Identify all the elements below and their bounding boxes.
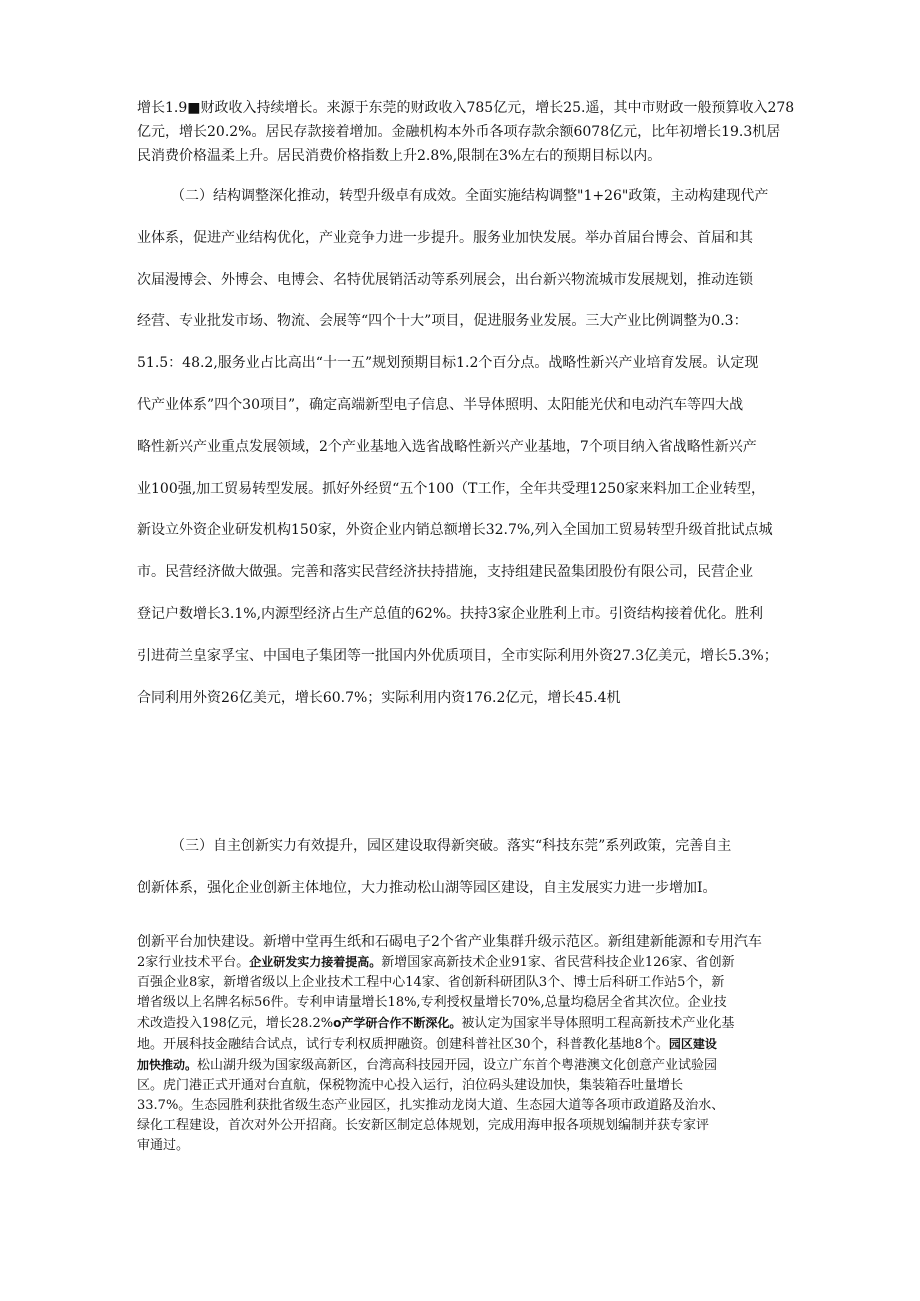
bold-heading: 企业研发实力接着提高。 bbox=[249, 955, 382, 969]
text-line: 增长1.9■财政收入持续增长。来源于东莞的财政收入785亿元，增长25.遥，其中市财政一般预算收入278 bbox=[137, 100, 795, 116]
text-line: 33.7%。生态园胜利获批省级生态产业园区，扎实推动龙岗大道、生态园大道等各项市政道路及治水、 bbox=[137, 1098, 725, 1113]
text-line: 业体系，促进产业结构优化，产业竞争力进一步提升。服务业加快发展。举办首届台博会、首届和其 bbox=[137, 229, 753, 246]
text-line: 地。开展科技金融结合试点，试行专利权质押融资。创建科普社区30个，科普教化基地8个。园区建设 bbox=[137, 1037, 717, 1052]
text-line: 引进荷兰皇家孚宝、中国电子集团等一批国内外优质项目，全市实际利用外资27.3亿美元，增长5.3%； bbox=[137, 647, 778, 664]
text-line: 略性新兴产业重点发展领域，2个产业基地入选省战略性新兴产业基地，7个项目纳入省战略性新兴产 bbox=[137, 438, 757, 455]
text-line: 术改造投入198亿元，增长28.2%o产学研合作不断深化。被认定为国家半导体照明工程高新技术产业化基 bbox=[137, 1016, 735, 1031]
text-line: 创新平台加快建设。新增中堂再生纸和石碣电子2个省产业集群升级示范区。新组建新能源和专用汽车 bbox=[137, 934, 762, 950]
paragraph-finance bbox=[137, 96, 795, 168]
text-line: 次届漫博会、外博会、电博会、名特优展销活动等系列展会，出台新兴物流城市发展规划，推动连锁 bbox=[137, 271, 753, 288]
text-line: 合同利用外资26亿美元，增长60.7%；实际利用内资176.2亿元，增长45.4机 bbox=[137, 689, 621, 706]
text-line: 登记户数增长3.1%,内源型经济占生产总值的62%。扶持3家企业胜利上市。引资结构接着优化。胜利 bbox=[137, 605, 764, 622]
text-line: 民消费价格温柔上升。居民消费价格指数上升2.8%,限制在3%左右的预期目标以内。 bbox=[137, 148, 662, 164]
bold-heading: 加快推动。 bbox=[137, 1058, 198, 1072]
paragraph-innovation-platform bbox=[137, 932, 787, 1156]
text-line: （二）结构调整深化推动，转型升级卓有成效。全面实施结构调整"1+26"政策，主动构建现代产 bbox=[171, 188, 769, 204]
text-line: 创新体系，强化企业创新主体地位，大力推动松山湖等园区建设，自主发展实力进一步增加I。 bbox=[137, 879, 717, 896]
paragraph-structure-adjustment bbox=[137, 176, 787, 719]
text-line: 区。虎门港正式开通对台直航，保税物流中心投入运行，泊位码头建设加快，集装箱吞吐量增长 bbox=[137, 1078, 684, 1093]
paragraph-innovation bbox=[137, 826, 787, 909]
text-line: 2家行业技术平台。企业研发实力接着提高。新增国家高新技术企业91家、省民营科技企业126家、省创新 bbox=[137, 955, 735, 970]
text-line: 业100强,加工贸易转型发展。抓好外经贸“五个100（T工作，全年共受理1250家来料加工企业转型， bbox=[137, 480, 766, 497]
text-line: 代产业体系”四个30项目”，确定高端新型电子信息、半导体照明、太阳能光伏和电动汽车等四大战 bbox=[137, 396, 744, 413]
text-line: 市。民营经济做大做强。完善和落实民营经济扶持措施，支持组建民盈集团股份有限公司，民营企业 bbox=[137, 564, 753, 581]
text-line: 审通过。 bbox=[137, 1138, 190, 1153]
text-line: 亿元，增长20.2%。居民存款接着增加。金融机构本外币各项存款余额6078亿元，比年初增长19.3机居 bbox=[137, 124, 781, 140]
text-line: 增省级以上名牌名标56件。专利申请量增长18%,专利授权量增长70%,总量均稳居全省其次位。企业技 bbox=[137, 995, 727, 1010]
text-line: 新设立外资企业研发机构150家，外资企业内销总额增长32.7%,列入全国加工贸易转型升级首批试点城 bbox=[137, 522, 773, 539]
bold-heading: o产学研合作不断深化。 bbox=[333, 1016, 462, 1030]
text-line: （三）自主创新实力有效提升，园区建设取得新突破。落实“科技东莞”系列政策，完善自主 bbox=[171, 838, 732, 854]
text-line: 51.5：48.2,服务业占比高出“十一五”规划预期目标1.2个百分点。战略性新兴产业培育发展。认定现 bbox=[137, 355, 759, 372]
text-line: 加快推动。松山湖升级为国家级高新区，台湾高科技园开园，设立广东首个粤港澳文化创意产业试验园 bbox=[137, 1058, 718, 1073]
text-line: 百强企业8家，新增省级以上企业技术工程中心14家、省创新科研团队3个、博士后科研工作站5个，新 bbox=[137, 975, 725, 990]
text-line: 绿化工程建设，首次对外公开招商。长安新区制定总体规划，完成用海申报各项规划编制并获专家评 bbox=[137, 1118, 710, 1133]
bold-heading: 园区建设 bbox=[668, 1037, 717, 1051]
text-line: 经营、专业批发市场、物流、会展等“四个十大”项目，促进服务业发展。三大产业比例调整为0.3： bbox=[137, 313, 748, 330]
